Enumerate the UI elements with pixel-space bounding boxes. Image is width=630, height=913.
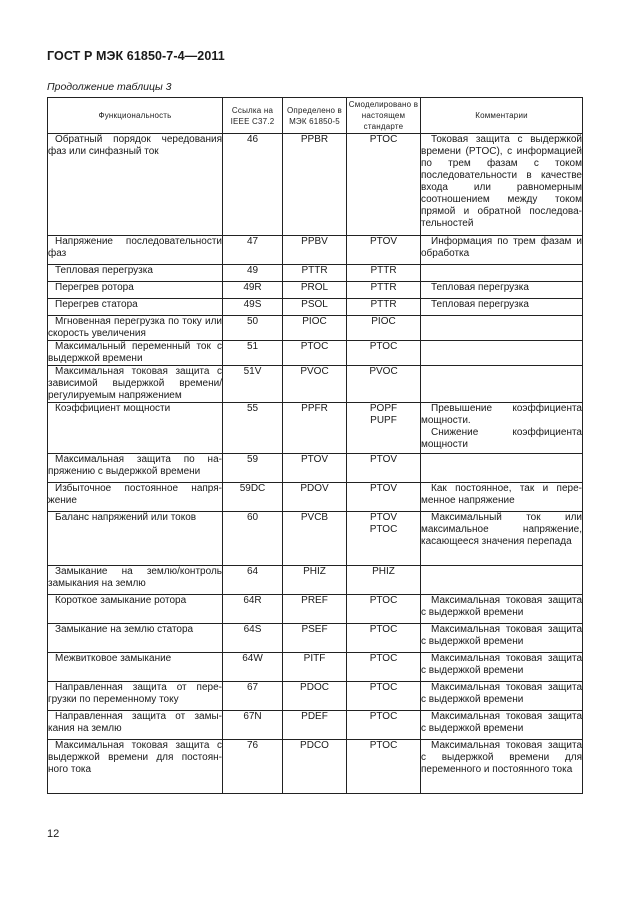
col-header-ieee-ref: Ссылка на IEEE C37.2 <box>223 98 283 134</box>
cell-ieee-ref: 60 <box>223 512 283 566</box>
cell-defined: PPBV <box>283 236 347 265</box>
cell-comments <box>421 512 583 566</box>
cell-comments <box>421 711 583 740</box>
table-row <box>48 682 583 711</box>
cell-ieee-ref: 59 <box>223 454 283 483</box>
comment-text: Снижение коэффициента мощности <box>421 427 582 450</box>
cell-comments <box>421 566 583 595</box>
cell-defined: PIOC <box>283 316 347 341</box>
cell-ieee-ref: 64 <box>223 566 283 595</box>
cell-functionality: Коэффициент мощности <box>48 403 223 454</box>
col-header-defined: Определено в МЭК 61850-5 <box>283 98 347 134</box>
col-header-modeled: Смоделировано в настоящем стандарте <box>347 98 421 134</box>
cell-functionality: Избыточное постоянное напряжение <box>48 483 223 512</box>
cell-ieee-ref: 64W <box>223 653 283 682</box>
cell-comments <box>421 653 583 682</box>
comment-text: Максимальная токовая защита с выдержкой времени <box>421 711 582 734</box>
comment-text: Тепловая перегрузка <box>431 299 529 310</box>
table-row <box>48 740 583 794</box>
cell-functionality: Максимальный переменный ток с выдержкой времени <box>48 341 222 364</box>
cell-ieee-ref: 49S <box>223 299 283 316</box>
comment-text: Максимальный ток или максимальное напряжение, касающееся значения перепада <box>421 512 582 547</box>
table-row <box>48 236 583 265</box>
cell-ieee-ref: 51V <box>223 366 283 403</box>
comment-text: Информация по трем фазам и обработка <box>421 236 582 259</box>
table-row <box>48 566 583 595</box>
cell-modeled: PTOC <box>347 740 421 794</box>
cell-modeled: PTTR <box>347 265 421 282</box>
cell-ieee-ref: 67N <box>223 711 283 740</box>
cell-modeled: PTOC <box>347 711 421 740</box>
cell-ieee-ref: 49R <box>223 282 283 299</box>
cell-functionality: Тепловая перегрузка <box>48 265 223 282</box>
cell-ieee-ref: 64R <box>223 595 283 624</box>
cell-functionality: Направленная защита от замыкания на землю <box>48 711 223 740</box>
cell-modeled: PTOC <box>347 653 421 682</box>
cell-defined: PHIZ <box>283 566 347 595</box>
table-caption: Продолжение таблицы 3 <box>47 81 172 93</box>
cell-modeled: PHIZ <box>347 566 421 595</box>
comment-text: Максимальная токовая защита с выдержкой времени <box>421 624 582 647</box>
cell-functionality: Баланс напряжений или токов <box>48 512 223 566</box>
cell-defined: PSEF <box>283 624 347 653</box>
cell-comments <box>421 299 583 316</box>
table-row <box>48 512 583 566</box>
cell-functionality: Напряжение последовательности фаз <box>48 236 223 265</box>
cell-modeled: PTOV <box>347 454 421 483</box>
cell-comments <box>421 366 583 403</box>
cell-ieee-ref: 51 <box>223 341 283 366</box>
table-row <box>48 595 583 624</box>
cell-defined: PROL <box>283 282 347 299</box>
comment-text: Максимальная токовая защита с выдержкой времени <box>421 653 582 676</box>
cell-comments <box>421 341 583 366</box>
cell-defined: PDCO <box>283 740 347 794</box>
cell-functionality: Замыкание на землю/контроль замыкания на землю <box>48 566 223 595</box>
cell-ieee-ref: 67 <box>223 682 283 711</box>
cell-defined: PVCB <box>283 512 347 566</box>
cell-defined: PPFR <box>283 403 347 454</box>
cell-comments <box>421 454 583 483</box>
cell-defined: PVOC <box>283 366 347 403</box>
cell-functionality: Перегрев статора <box>48 299 223 316</box>
cell-comments <box>421 265 583 282</box>
table-row <box>48 299 583 316</box>
table-row <box>48 653 583 682</box>
cell-defined: PREF <box>283 595 347 624</box>
cell-defined: PDOV <box>283 483 347 512</box>
cell-comments <box>421 682 583 711</box>
cell-defined: PDOC <box>283 682 347 711</box>
table-row <box>48 366 583 403</box>
cell-ieee-ref: 50 <box>223 316 283 341</box>
cell-functionality: Короткое замыкание ротора <box>48 595 223 624</box>
cell-ieee-ref: 59DC <box>223 483 283 512</box>
cell-functionality: Межвитковое замыкание <box>48 653 223 682</box>
cell-functionality: Перегрев ротора <box>48 282 223 299</box>
table-body <box>48 134 583 794</box>
cell-functionality: Замыкание на землю статора <box>48 624 223 653</box>
cell-defined: PDEF <box>283 711 347 740</box>
comment-text: Максимальная токовая защита с выдержкой времени <box>421 595 582 618</box>
cell-functionality: Направленная защита от перегрузки по переменному току <box>48 682 223 711</box>
table-row <box>48 316 583 341</box>
cell-defined: PTTR <box>283 265 347 282</box>
cell-defined: PITF <box>283 653 347 682</box>
cell-comments <box>421 282 583 299</box>
cell-comments <box>421 134 583 236</box>
table-row <box>48 134 583 236</box>
cell-comments <box>421 236 583 265</box>
cell-functionality: Максимальная токовая защита с выдержкой времени для постоянного тока <box>48 740 223 794</box>
document-header: ГОСТ Р МЭК 61850-7-4—2011 <box>47 49 225 63</box>
table-header-row <box>48 98 583 134</box>
col-header-comments: Комментарии <box>421 98 583 134</box>
cell-modeled: PVOC <box>347 366 421 403</box>
cell-comments <box>421 403 583 454</box>
cell-comments <box>421 740 583 794</box>
cell-defined: PSOL <box>283 299 347 316</box>
cell-modeled: PTOC <box>347 341 421 366</box>
cell-ieee-ref: 64S <box>223 624 283 653</box>
cell-modeled: PTOC <box>347 682 421 711</box>
cell-modeled: PTOC <box>347 624 421 653</box>
table-row <box>48 483 583 512</box>
comment-text: Тепловая перегрузка <box>431 282 529 293</box>
table-row <box>48 624 583 653</box>
functions-table <box>47 97 583 794</box>
cell-defined: PPBR <box>283 134 347 236</box>
cell-comments <box>421 595 583 624</box>
cell-modeled: PTOV <box>347 236 421 265</box>
comment-text: Максимальная токовая защита с выдержкой времени для переменного и постоянного тока <box>421 740 582 775</box>
cell-comments <box>421 483 583 512</box>
cell-modeled: PTOC <box>347 595 421 624</box>
cell-functionality: Максимальная токовая защита с зависимой выдержкой времени/ регулируемым напряжением <box>48 366 222 401</box>
page-number: 12 <box>47 828 60 840</box>
comment-text: Максимальная токовая защита с выдержкой времени <box>421 682 582 705</box>
table-row <box>48 454 583 483</box>
cell-modeled: PIOC <box>347 316 421 341</box>
comment-text: Токовая защита с выдержкой времени (PTOC), с информацией по трем фазам с током последовательности в качестве входа или равномерным соотношением между током прямой и обратной последовательностей <box>421 134 582 229</box>
cell-comments <box>421 316 583 341</box>
cell-ieee-ref: 55 <box>223 403 283 454</box>
comment-text: Превышение коэффициента мощности. <box>421 403 582 426</box>
table-row <box>48 711 583 740</box>
cell-modeled: PTTR <box>347 282 421 299</box>
table-row <box>48 403 583 454</box>
cell-functionality: Максимальная защита по напряжению с выдержкой времени <box>48 454 223 483</box>
comment-text: Как постоянное, так и переменное напряжение <box>421 483 582 506</box>
cell-modeled: PTOC <box>347 134 421 236</box>
cell-modeled: PTOV PTOC <box>347 512 421 566</box>
cell-modeled: PTOV <box>347 483 421 512</box>
table-row <box>48 341 583 366</box>
cell-functionality: Мгновенная перегрузка по току или скорость увеличения <box>48 316 222 339</box>
table-row <box>48 282 583 299</box>
cell-defined: PTOV <box>283 454 347 483</box>
cell-modeled: POPF PUPF <box>347 403 421 454</box>
cell-ieee-ref: 47 <box>223 236 283 265</box>
cell-ieee-ref: 49 <box>223 265 283 282</box>
cell-comments <box>421 624 583 653</box>
cell-ieee-ref: 76 <box>223 740 283 794</box>
cell-functionality: Обратный порядок чередования фаз или синфазный ток <box>48 134 223 236</box>
table-row <box>48 265 583 282</box>
col-header-functionality: Функциональность <box>48 98 223 134</box>
cell-ieee-ref: 46 <box>223 134 283 236</box>
cell-defined: PTOC <box>283 341 347 366</box>
cell-modeled: PTTR <box>347 299 421 316</box>
